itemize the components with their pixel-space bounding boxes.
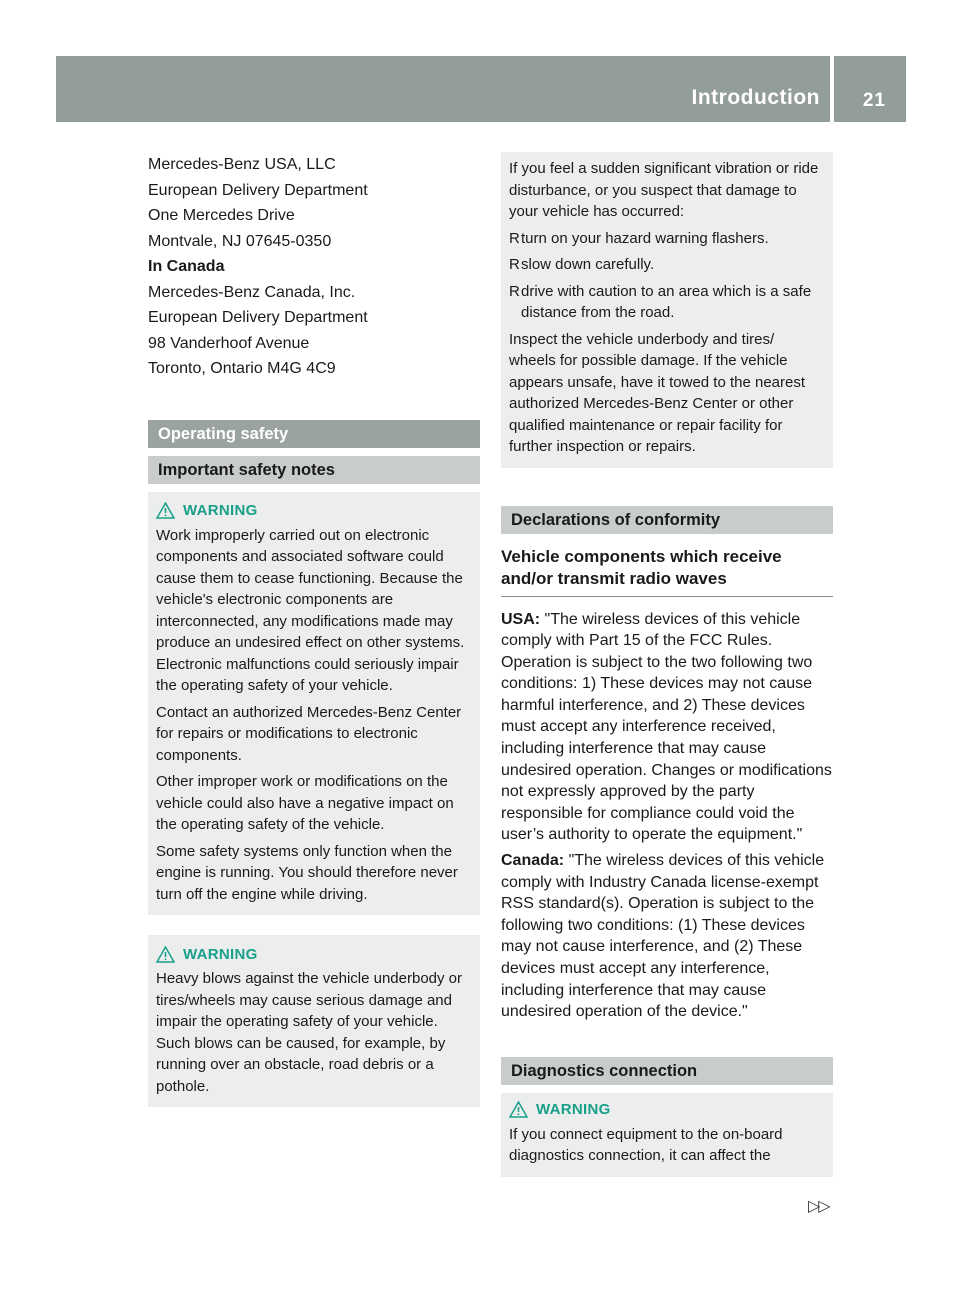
address-line: Mercedes-Benz Canada, Inc. (148, 283, 356, 301)
warning-label: WARNING (536, 1101, 611, 1119)
bullet-text: slow down carefully. (521, 256, 655, 273)
canada-text: "The wireless devices of this vehicle comply with Industry Canada license-exempt RSS standard(s). Operation is subject to the following two conditions: (1) These devices may not cause interference, and (2) These devices must accept any interference, including interference that may cause undesired operation of the device." (501, 852, 825, 1021)
warning-triangle-icon (156, 502, 175, 519)
usa-label: USA: (501, 610, 541, 628)
bullet-marker: R (509, 229, 520, 247)
address-canada (148, 280, 480, 382)
section-heading-declarations: Declarations of conformity (501, 506, 833, 534)
bullet-text: drive with caution to an area which is a safe distance from the road. (521, 282, 812, 321)
continue-arrow-icon: ▷▷ (808, 1198, 829, 1215)
chapter-title: Introduction (691, 86, 820, 109)
canada-label: In Canada (148, 258, 225, 275)
box-outro: Inspect the vehicle underbody and tires/ wheels for possible damage. If the vehicle appears unsafe, have it towed to the nearest authorized Mercedes-Benz Center or other qualified maintenance or repair facility for further inspection or repairs. (509, 330, 806, 455)
address-line: 98 Vanderhoof Avenue (148, 334, 310, 352)
address-line: European Delivery Department (148, 181, 368, 199)
warning-box (148, 492, 480, 916)
header-divider (830, 56, 834, 122)
warning-paragraph: Contact an authorized Mercedes-Benz Center for repairs or modifications to electronic components. (156, 703, 462, 764)
canada-paragraph (501, 850, 833, 1023)
page-number: 21 (862, 90, 886, 111)
warning-header (156, 500, 472, 522)
list-item (509, 254, 825, 276)
warning-header (156, 943, 472, 965)
address-line: Mercedes-Benz USA, LLC (148, 156, 336, 173)
warning-triangle-icon (509, 1101, 528, 1118)
address-usa (148, 152, 480, 254)
bullet-text: turn on your hazard warning flashers. (521, 229, 769, 247)
vibration-info-box (501, 152, 833, 468)
warning-triangle-icon (156, 946, 175, 963)
section-heading-diagnostics: Diagnostics connection (501, 1057, 833, 1085)
canada-label: Canada: (501, 852, 565, 870)
warning-paragraph: Work improperly carried out on electronic components and associated software could cause them to cease functioning. Because the vehicle's electronic components are interconnected, any modifications made may produce an undesired effect on other systems. Electronic malfunctions could seriously impair the operating safety of your vehicle. (156, 526, 465, 694)
section-heading-operating-safety: Operating safety (148, 420, 480, 448)
warning-paragraph: Heavy blows against the vehicle underbody or tires/wheels may cause serious damage and impair the operating safety of your vehicle. Such blows can be caused, for example, by running over an obstacle, road debris or a pothole. (156, 970, 463, 1095)
warning-label: WARNING (183, 502, 258, 519)
warning-paragraph: If you connect equipment to the on-board diagnostics connection, it can affect the (509, 1125, 783, 1165)
radio-waves-heading: Vehicle components which receive and/or transmit radio waves (501, 546, 833, 597)
subsection-heading-safety-notes: Important safety notes (148, 456, 480, 484)
warning-paragraph: Other improper work or modifications on the vehicle could also have a negative impact on the operating safety of the vehicle. (156, 773, 454, 833)
left-column (148, 152, 480, 1107)
box-intro: If you feel a sudden significant vibration or ride disturbance, or you suspect that damage to your vehicle has occurred: (509, 160, 819, 220)
page-header (56, 56, 906, 122)
right-column (501, 152, 833, 1177)
warning-label: WARNING (183, 945, 258, 963)
warning-box (501, 1093, 833, 1177)
list-item (509, 281, 825, 324)
usa-text: "The wireless devices of this vehicle comply with Part 15 of the FCC Rules. Operation is subject to the two following two conditions: 1) These devices may not cause harmful interference, and 2) These devices must accept any interference received, including interference that may cause undesired operation. Changes or modifications not expressly approved by the party responsible for compliance could void the user’s authority to operate the equipment." (501, 610, 832, 844)
address-line: One Mercedes Drive (148, 207, 295, 224)
list-item (509, 228, 825, 250)
bullet-marker: R (509, 282, 520, 300)
warning-paragraph: Some safety systems only function when the engine is running. You should therefore never turn off the engine while driving. (156, 842, 458, 903)
address-line: Montvale, NJ 07645-0350 (148, 232, 332, 250)
usa-paragraph (501, 609, 833, 847)
warning-box (148, 935, 480, 1107)
bullet-marker: R (509, 256, 520, 273)
address-line: European Delivery Department (148, 309, 368, 326)
address-line: Toronto, Ontario M4G 4C9 (148, 360, 336, 377)
warning-header (509, 1099, 825, 1121)
